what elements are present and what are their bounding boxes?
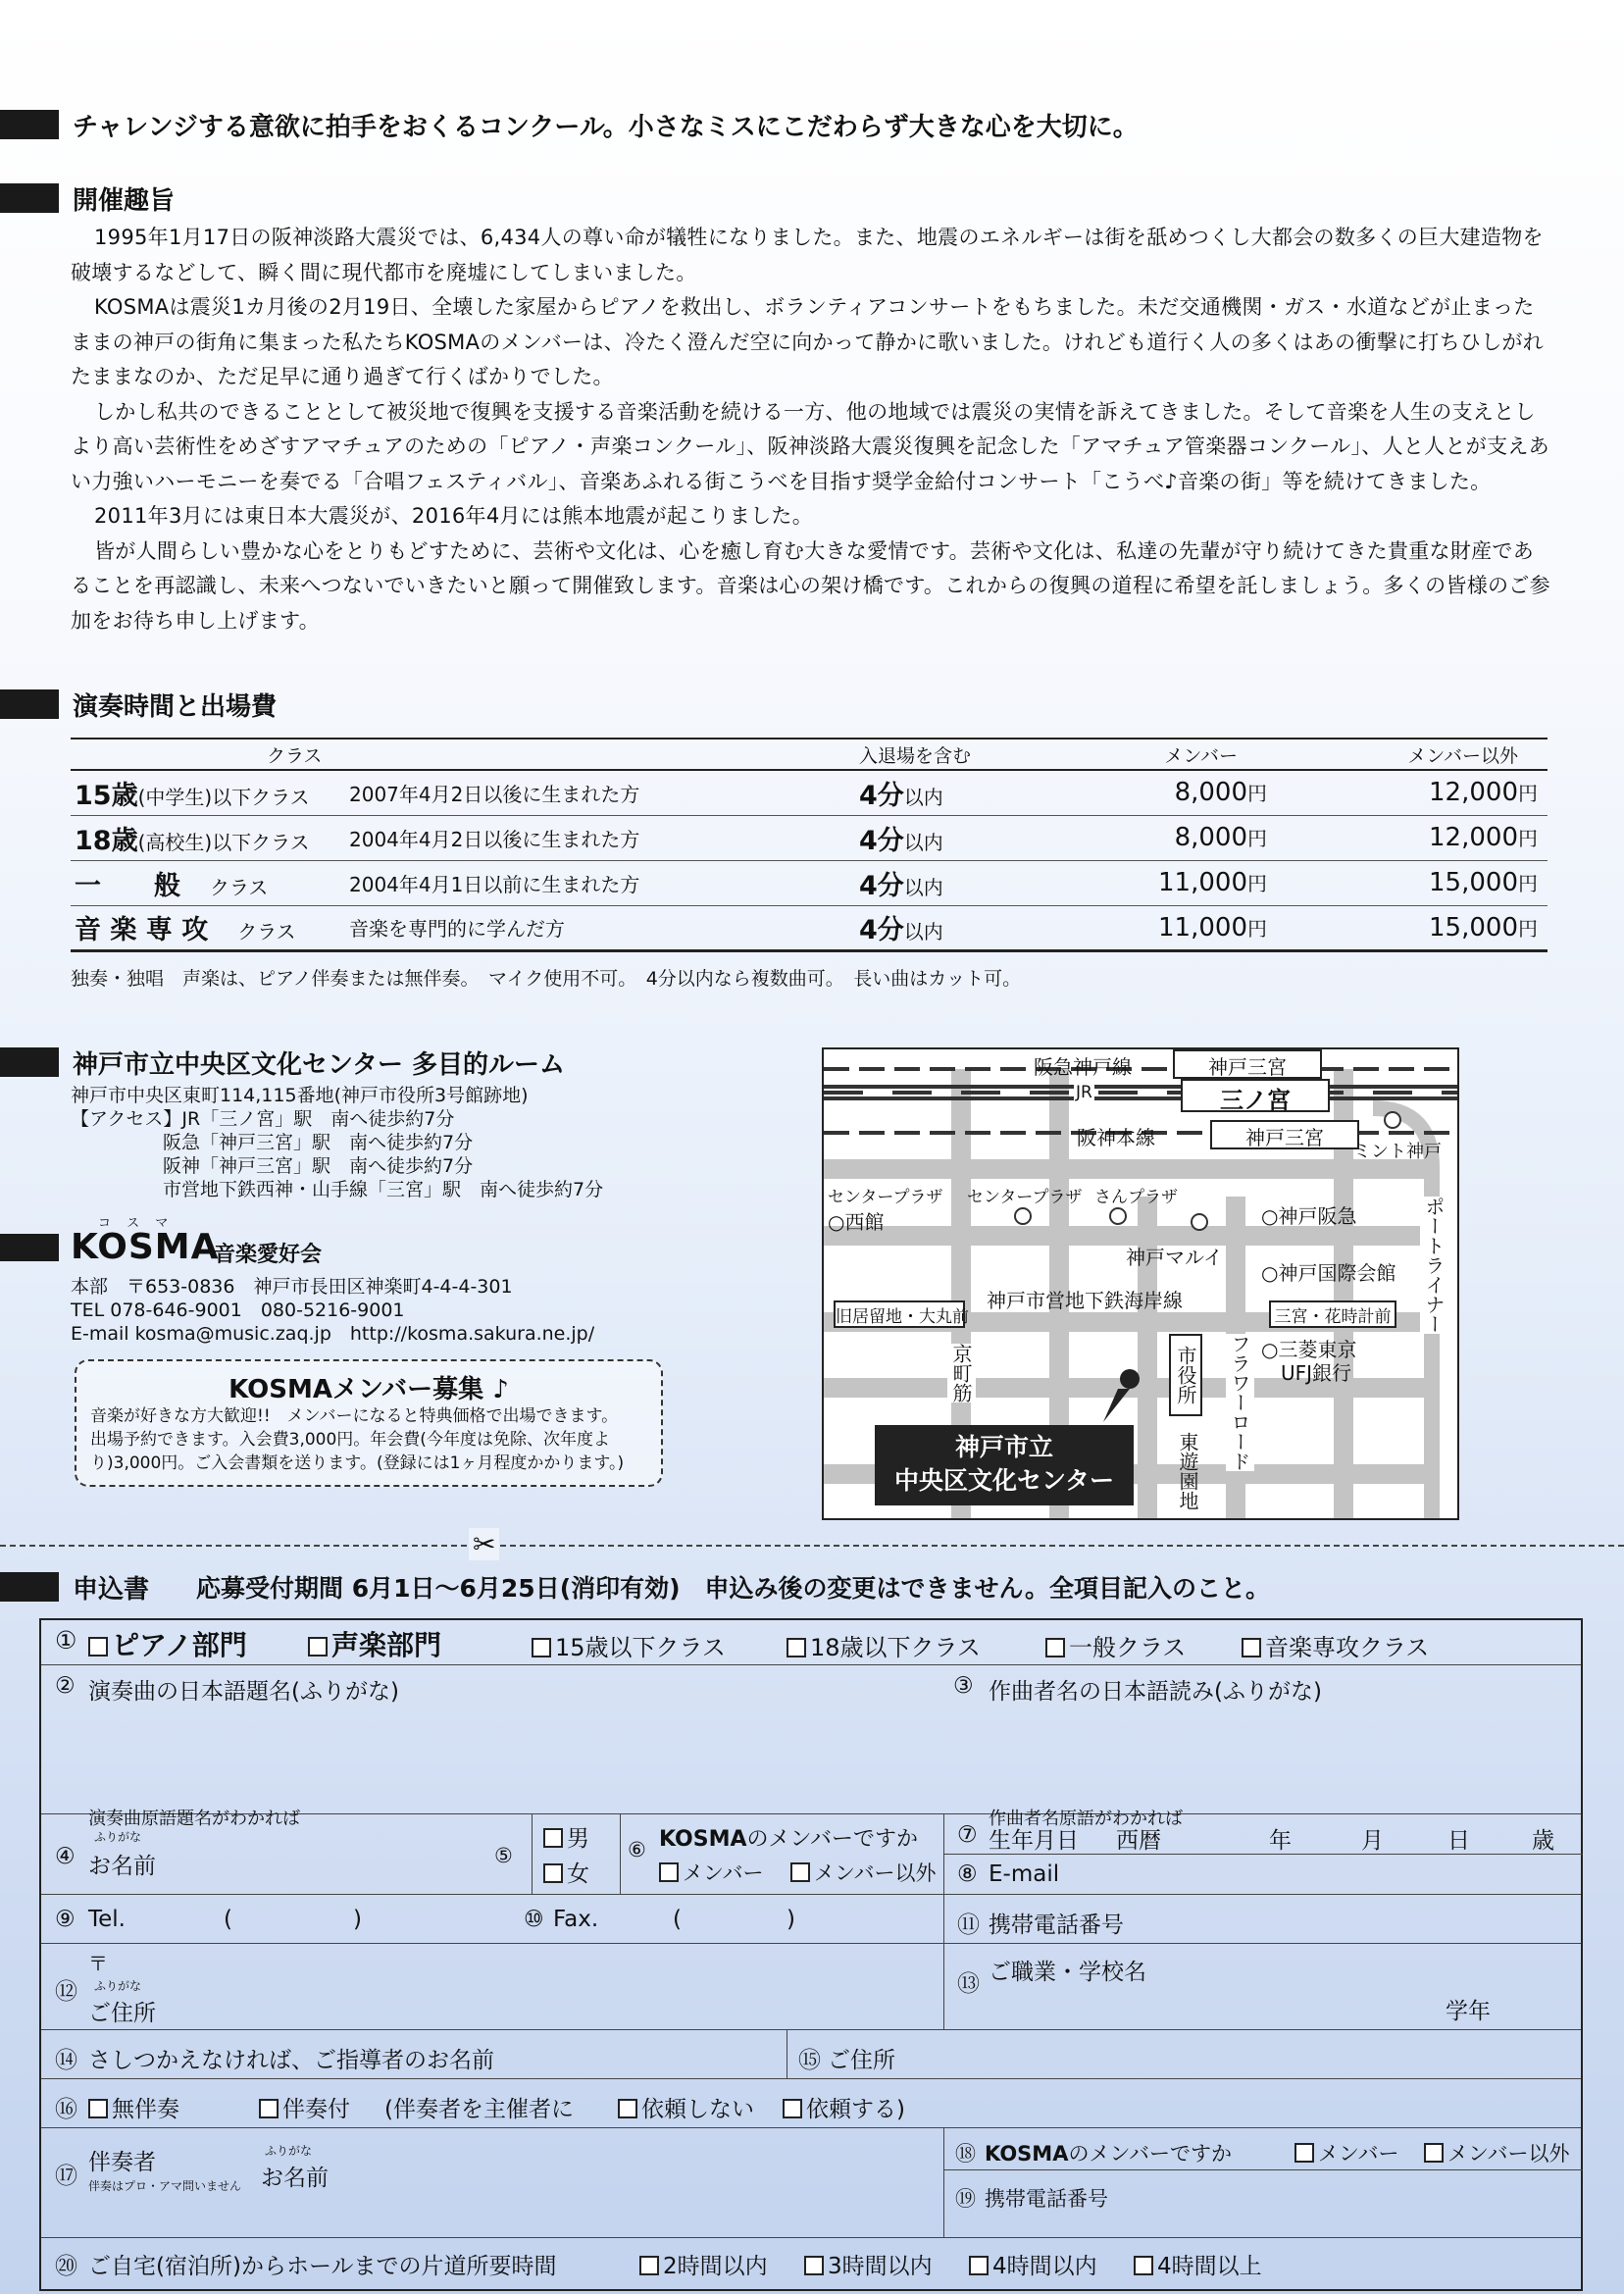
paragraph: KOSMAは震災1カ月後の2月19日、全壊した家屋からピアノを救出し、ボランティアコンサートをもちました。未だ交通機関・ガス・水道などが止まったままの神戸の街角に集まった私たちKOSMAのメンバーは、冷たく澄んだ空に向かって静かに歌いました。けれども道行く人の多くはあの衝撃に打ちひしがれたままなのか、ただ足早に通り過ぎて行くばかりでした。 <box>71 295 1545 388</box>
form-row-12: ⑫ 〒 ふりがな ご住所 ⑬ ご職業・学校名 学年 <box>41 1944 1581 2030</box>
checkbox-icon <box>1045 1638 1065 1657</box>
purpose-text <box>71 221 1551 638</box>
request-checkbox[interactable]: 依頼する) <box>783 2091 905 2123</box>
map-hankyu-store: ○神戸阪急 <box>1261 1204 1357 1228</box>
table-row: 一 般 クラス 2004年4月1日以前に生まれた方 4分以内 11,000円 15,000円 <box>71 860 1548 905</box>
map-station-hankyu: 神戸三宮 <box>1173 1049 1322 1079</box>
orig-title-label: 演奏曲原語題名がわかれば <box>88 1809 300 1829</box>
orig-composer-label: 作曲者名原語がわかれば <box>989 1809 1183 1829</box>
checkbox-icon <box>1294 2143 1314 2163</box>
checkbox-icon <box>969 2256 989 2275</box>
birth-label[interactable]: 生年月日 <box>989 1828 1079 1854</box>
tel-field[interactable]: Tel. <box>88 1907 126 1932</box>
accompanist-name-field[interactable]: お名前 <box>261 2166 329 2191</box>
org-logo: KOSMA <box>71 1227 220 1267</box>
map-nishikan: ○西館 <box>828 1210 885 1234</box>
fee-note: 独奏・独唱 声楽は、ピアノ伴奏または無伴奏。 マイク使用不可。 4分以内なら複数曲可。 長い曲はカット可。 <box>71 968 1022 990</box>
map-kokusai-kaikan: ○神戸国際会館 <box>1261 1261 1396 1285</box>
teacher-address-field[interactable]: ご住所 <box>828 2048 895 2073</box>
map-jr-line: JR <box>1076 1083 1092 1102</box>
checkbox-icon <box>787 1638 806 1657</box>
travel-over4h-checkbox[interactable]: 4時間以上 <box>1134 2248 1262 2280</box>
checkbox-icon <box>88 2099 108 2118</box>
map-center-plaza: センタープラザ <box>967 1188 1083 1207</box>
checkbox-icon <box>308 1637 328 1657</box>
table-row: 18歳(高校生)以下クラス 2004年4月2日以後に生まれた方 4分以内 8,000円 12,000円 <box>71 815 1548 860</box>
application-form <box>39 1618 1583 2291</box>
map-mint-kobe: ミント神戸 <box>1353 1142 1442 1162</box>
access-map <box>822 1047 1459 1520</box>
no-request-checkbox[interactable]: 依頼しない <box>618 2091 754 2123</box>
checkbox-icon <box>618 2099 637 2118</box>
table-row: 15歳(中学生)以下クラス 2007年4月2日以後に生まれた方 4分以内 8,000円 12,000円 <box>71 770 1548 815</box>
org-subtitle: 音楽愛好会 <box>214 1243 323 1267</box>
acc-mobile-field[interactable]: 携帯電話番号 <box>985 2187 1108 2211</box>
general-class-checkbox[interactable]: 一般クラス <box>1045 1628 1186 1662</box>
map-yuenchi: 東遊園地 <box>1176 1432 1199 1510</box>
map-city-hall: 市役所 <box>1169 1334 1202 1416</box>
form-row-20: ⑳ ご自宅(宿泊所)からホールまでの片道所要時間 2時間以内 3時間以内 4時間以内 4時間以上 <box>41 2238 1581 2289</box>
teacher-field[interactable]: さしつかえなければ、ご指導者のお名前 <box>88 2048 494 2073</box>
venue-access: 市営地下鉄西神・山手線「三宮」駅 南へ徒歩約7分 <box>163 1179 604 1200</box>
accompanist-label: 伴奏者 <box>88 2150 156 2175</box>
map-flower-road: フラワーロード <box>1226 1334 1254 1471</box>
mobile-field[interactable]: 携帯電話番号 <box>989 1912 1124 1938</box>
checkbox-icon <box>259 2099 279 2118</box>
fee-table <box>71 738 1548 952</box>
checkbox-icon <box>790 1862 810 1882</box>
checkbox-icon <box>532 1638 551 1657</box>
fees-heading: 演奏時間と出場費 <box>0 689 277 719</box>
org-bar <box>0 1234 59 1261</box>
composer-label: 作曲者名の日本語読み(ふりがな) <box>989 1679 1322 1705</box>
venue-access: 【アクセス】JR「三ノ宮」駅 南へ徒歩約7分 <box>71 1108 455 1130</box>
org-address: 本部 〒653-0836 神戸市長田区神楽町4-4-4-301 <box>71 1276 513 1298</box>
form-row-1: ① ピアノ部門 声楽部門 15歳以下クラス 18歳以下クラス 一般クラス 音楽専攻クラス <box>41 1620 1581 1665</box>
map-mufg: ○三菱東京 <box>1261 1338 1357 1361</box>
cut-line <box>0 1545 1624 1547</box>
checkbox-icon <box>804 2256 824 2275</box>
map-station-hanshin: 神戸三宮 <box>1210 1120 1359 1149</box>
form-row-16: ⑯ 無伴奏 伴奏付 (伴奏者を主催者に 依頼しない 依頼する) <box>41 2079 1581 2128</box>
purpose-heading: 開催趣旨 <box>0 183 175 213</box>
name-label[interactable]: お名前 <box>88 1854 156 1879</box>
no-accompaniment-checkbox[interactable]: 無伴奏 <box>88 2091 179 2123</box>
map-hanshin-line: 阪神本線 <box>1077 1126 1155 1149</box>
female-checkbox[interactable]: 女 <box>543 1856 589 1888</box>
checkbox-icon <box>659 1862 679 1882</box>
member-recruit-title: KOSMAメンバー募集 ♪ <box>228 1375 509 1404</box>
form-row-9: ⑨ Tel. ( ) ⑩ Fax. ( ) ⑪ 携帯電話番号 <box>41 1895 1581 1944</box>
checkbox-icon <box>639 2256 659 2275</box>
map-kaigan-line: 神戸市営地下鉄海岸線 <box>987 1289 1183 1312</box>
map-venue-label: 神戸市立 中央区文化センター <box>875 1425 1134 1505</box>
map-station-jr: 三ノ宮 <box>1181 1079 1330 1112</box>
checkbox-icon <box>1134 2256 1153 2275</box>
member-checkbox[interactable]: メンバー <box>659 1858 764 1887</box>
class15-checkbox[interactable]: 15歳以下クラス <box>532 1628 726 1662</box>
with-accompaniment-checkbox[interactable]: 伴奏付 <box>259 2091 350 2123</box>
venue-access: 阪急「神戸三宮」駅 南へ徒歩約7分 <box>163 1132 474 1153</box>
paragraph: しかし私共のできることとして被災地で復興を支援する音楽活動を続ける一方、他の地域では震災の実情を訴えてきました。そして音楽を人生の支えとしより高い芸術性をめざすアマチュアのための「ピアノ・声楽コンクール」、阪神淡路大震災復興を記念した「アマチュア管楽器コンクール」、人と人とが支えあい力強いハーモニーを奏でる「合唱フェスティバル」、音楽あふれる街こうべを目指す奨学金給付コンサート「こうべ♪音楽の街」等を続けてきました。 <box>71 399 1549 493</box>
paragraph: 2011年3月には東日本大震災が、2016年4月には熊本地震が起こりました。 <box>94 504 814 528</box>
email-label[interactable]: E-mail <box>989 1861 1060 1887</box>
acc-member-checkbox[interactable]: メンバー <box>1294 2138 1399 2167</box>
map-san-plaza: さんプラザ <box>1094 1188 1178 1207</box>
checkbox-icon <box>543 1863 563 1883</box>
paragraph: 皆が人間らしい豊かな心をとりもどすために、芸術や文化は、心を癒し育む大きな愛情です。芸術や文化は、私達の先輩が守り続けてきた貴重な財産であることを再認識し、未来へつないでいきたいと願って開催致します。音楽は心の架け橋です。これからの復興の道程に希望を託しましょう。多くの皆様のご参加をお待ち申し上げます。 <box>71 538 1550 633</box>
map-center-plaza-west: センタープラザ <box>828 1188 943 1207</box>
checkbox-icon <box>783 2099 802 2118</box>
scissors-icon: ✂ <box>469 1528 499 1560</box>
table-row: 音 楽 専 攻 クラス 音楽を専門的に学んだ方 4分以内 11,000円 15,000円 <box>71 905 1548 950</box>
title-label: 演奏曲の日本語題名(ふりがな) <box>88 1679 399 1705</box>
col-class: クラス <box>71 739 855 770</box>
map-hankyu-line: 阪急神戸線 <box>1034 1055 1132 1079</box>
col-member: メンバー <box>1012 739 1287 770</box>
org-tel: TEL 078-646-9001 080-5216-9001 <box>71 1300 405 1321</box>
music-major-checkbox[interactable]: 音楽専攻クラス <box>1242 1628 1429 1662</box>
member-question: KOSMAのメンバーですか <box>659 1827 918 1852</box>
venue-address: 神戸市中央区東町114,115番地(神戸市役所3号館跡地) <box>71 1085 529 1106</box>
piano-checkbox[interactable]: ピアノ部門 <box>88 1624 247 1663</box>
paragraph: 1995年1月17日の阪神淡路大震災では、6,434人の尊い命が犠牲になりました。また、地震のエネルギーは街を舐めつくし大都会の数多くの巨大建造物を破壊するなどして、瞬く間に現代都市を廃墟にしてしまいました。 <box>71 226 1544 284</box>
checkbox-icon <box>543 1828 563 1848</box>
tagline: チャレンジする意欲に拍手をおくるコンクール。小さなミスにこだわらず大きな心を大切に。 <box>0 110 1139 139</box>
form-row-2[interactable]: ② 演奏曲の日本語題名(ふりがな) ③ 作曲者名の日本語読み(ふりがな) 演奏曲原語題名がわかれば 作曲者名原語がわかれば <box>41 1665 1581 1814</box>
checkbox-icon <box>88 1637 108 1657</box>
form-row-4: ④ ふりがな お名前 ⑤ 男 女 ⑥ KOSMAのメンバーですか メンバー メンバー以外 ⑦ 生年月日 西暦 年 月 日 歳 ⑧ E-mail <box>41 1814 1581 1895</box>
fax-field[interactable]: Fax. <box>553 1907 599 1932</box>
map-kyomachi: 京町筋 <box>947 1344 976 1402</box>
male-checkbox[interactable]: 男 <box>543 1820 589 1853</box>
map-marui: 神戸マルイ <box>1126 1246 1223 1269</box>
travel-4h-checkbox[interactable]: 4時間以内 <box>969 2248 1097 2280</box>
job-school-field[interactable]: ご職業・学校名 <box>989 1960 1146 1985</box>
checkbox-icon <box>1424 2143 1444 2163</box>
accompanist-member-question: KOSMAのメンバーですか <box>985 2142 1232 2166</box>
org-ruby: コ ス マ <box>98 1216 175 1231</box>
class18-checkbox[interactable]: 18歳以下クラス <box>787 1628 981 1662</box>
travel-3h-checkbox[interactable]: 3時間以内 <box>804 2248 933 2280</box>
map-portliner: ポートライナー <box>1420 1197 1448 1334</box>
org-contact: E-mail kosma@music.zaq.jp http://kosma.sakura.ne.jp/ <box>71 1323 595 1345</box>
form-heading: 申込書 応募受付期間 6月1日～6月25日(消印有効) 申込み後の変更はできません。全項目記入のこと。 <box>0 1572 1270 1602</box>
acc-nonmember-checkbox[interactable]: メンバー以外 <box>1424 2138 1570 2167</box>
member-recruit-box: KOSMAメンバー募集 ♪ 音楽が好きな方大歓迎!! メンバーになると特典価格で出場できます。 出場予約できます。入会費3,000円。年会費(今年度は免除、次年度よ り)3,000円。ご入会書類を送ります。(登録には1ヶ月程度かかります。) <box>75 1359 663 1487</box>
map-stop-kyoryuchi: 旧居留地・大丸前 <box>834 1300 965 1328</box>
checkbox-icon <box>1242 1638 1261 1657</box>
form-row-14: ⑭ さしつかえなければ、ご指導者のお名前 ⑮ ご住所 <box>41 2030 1581 2079</box>
vocal-checkbox[interactable]: 声楽部門 <box>308 1624 441 1663</box>
travel-time-label: ご自宅(宿泊所)からホールまでの片道所要時間 <box>88 2254 557 2279</box>
col-nonmember: メンバー以外 <box>1287 739 1548 770</box>
venue-access: 阪神「神戸三宮」駅 南へ徒歩約7分 <box>163 1155 474 1177</box>
col-time: 入退場を含む <box>855 739 1012 770</box>
travel-2h-checkbox[interactable]: 2時間以内 <box>639 2248 768 2280</box>
address-field[interactable]: ご住所 <box>88 2001 156 2026</box>
map-mufg-2: UFJ銀行 <box>1281 1361 1352 1385</box>
venue-heading: 神戸市立中央区文化センター 多目的ルーム <box>0 1047 565 1077</box>
nonmember-checkbox[interactable]: メンバー以外 <box>790 1858 937 1887</box>
map-stop-hanadokei: 三宮・花時計前 <box>1269 1300 1396 1328</box>
form-row-17: ⑰ 伴奏者 伴奏はプロ・アマ問いません ふりがな お名前 ⑱ KOSMAのメンバーですか メンバー メンバー以外 ⑲ 携帯電話番号 <box>41 2128 1581 2238</box>
